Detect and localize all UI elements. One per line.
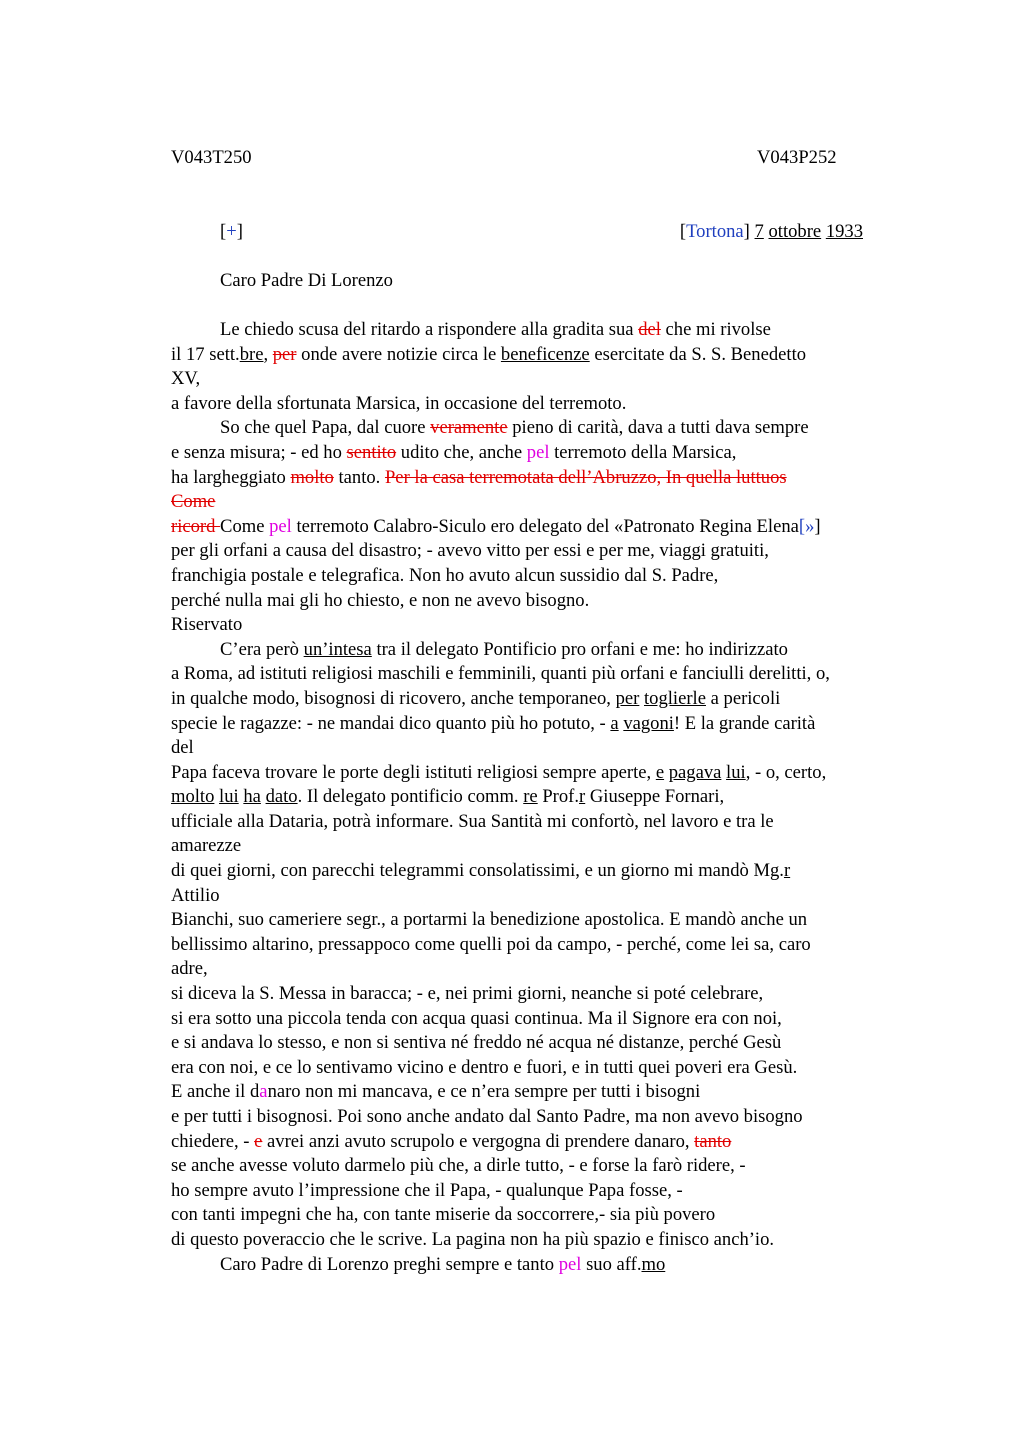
text-line — [171, 1031, 931, 1056]
text-segment: era con noi, e ce lo sentivamo vicino e dentro e fuori, e in tutti quei poveri era Gesù. — [171, 1056, 798, 1078]
underlined-text: lui — [726, 761, 746, 783]
text-line — [171, 687, 931, 712]
text-segment: esercitate da S. S. Benedetto — [589, 343, 807, 365]
underlined-text: mo — [641, 1253, 666, 1275]
text-line — [171, 318, 931, 343]
marker-open-bracket: [ — [220, 221, 227, 242]
deleted-text: per — [272, 343, 297, 365]
text-segment: e si andava lo stesso, e non si sentiva né freddo né acqua né distanze, perché Gesù — [171, 1032, 782, 1054]
text-line — [171, 343, 931, 368]
deleted-text: tanto — [694, 1130, 732, 1152]
document-id-left: V043T250 — [171, 147, 252, 168]
date-month: ottobre — [768, 221, 822, 242]
deleted-text: del — [638, 319, 661, 340]
marker-close-bracket: ] — [236, 221, 243, 242]
text-line — [171, 712, 931, 737]
underlined-text: ha — [243, 786, 261, 808]
underlined-text: e — [655, 761, 665, 783]
text-segment: in qualche modo, bisognosi di ricovero, anche temporaneo, — [171, 687, 616, 709]
note-plus-link[interactable]: + — [226, 221, 237, 242]
text-line — [171, 416, 931, 441]
text-segment: a pericoli — [705, 687, 781, 709]
underlined-text: beneficenze — [500, 343, 590, 365]
underlined-text: un’intesa — [303, 638, 372, 660]
text-segment: bellissimo altarino, pressappoco come quelli poi da campo, - perché, come lei sa, caro — [171, 933, 811, 955]
underlined-text: a — [610, 712, 619, 734]
text-line — [171, 1130, 931, 1155]
text-segment: se anche avesse voluto darmelo più che, a dirle tutto, - e forse la farò ridere, - — [171, 1155, 746, 1177]
dateline-close-bracket: ] — [743, 221, 750, 242]
text-segment: suo aff. — [581, 1253, 642, 1275]
text-segment: amarezze — [171, 835, 242, 857]
text-line — [171, 1007, 931, 1032]
deleted-text: molto — [290, 466, 334, 488]
text-line — [171, 957, 931, 982]
deleted-text: Per la casa terremotata dell’Abruzzo, In quella luttuos — [384, 466, 787, 488]
text-segment: Riservato — [171, 614, 243, 636]
underlined-text: dato — [265, 786, 298, 808]
text-line — [171, 1253, 931, 1278]
text-line — [171, 392, 931, 417]
text-line — [171, 662, 931, 687]
underlined-text: re — [523, 786, 538, 808]
text-segment: Papa faceva trovare le porte degli istituti religiosi sempre aperte, — [171, 761, 656, 783]
text-segment: il 17 sett. — [171, 343, 240, 365]
text-line — [171, 490, 931, 515]
text-segment: , — [263, 343, 273, 365]
deleted-text: e — [254, 1130, 263, 1152]
text-segment: tra il delegato Pontificio pro orfani e me: ho indirizzato — [371, 638, 788, 660]
underlined-text: r — [783, 860, 791, 882]
inserted-text: a — [259, 1081, 268, 1103]
text-segment: naro non mi mancava, e ce n’era sempre per tutti i bisogni — [267, 1081, 701, 1103]
date-year: 1933 — [825, 221, 863, 242]
underlined-text: vagoni — [623, 712, 674, 734]
text-line — [171, 589, 931, 614]
underlined-text: r — [579, 786, 586, 808]
underlined-text: toglierle — [644, 687, 706, 709]
salutation: Caro Padre Di Lorenzo — [220, 270, 393, 291]
text-segment: . Il delegato pontificio comm. — [297, 786, 524, 808]
text-segment: terremoto Calabro-Siculo ero delegato del «Patronato Regina Elena — [291, 515, 799, 537]
text-line — [171, 1179, 931, 1204]
text-segment: XV, — [171, 368, 201, 390]
text-segment: Come — [220, 515, 270, 537]
text-line — [171, 367, 931, 392]
editorial-link[interactable]: [ — [798, 515, 806, 537]
text-line — [171, 1056, 931, 1081]
text-line — [171, 441, 931, 466]
text-segment: e senza misura; - ed ho — [171, 441, 347, 463]
text-line — [171, 1228, 931, 1253]
text-segment: specie le ragazze: - ne mandai dico quanto più ho potuto, - — [171, 712, 611, 734]
text-line — [171, 859, 931, 884]
inserted-text: pel — [558, 1253, 582, 1275]
text-segment: perché nulla mai gli ho chiesto, e non ne avevo bisogno. — [171, 589, 590, 611]
text-line — [171, 1154, 931, 1179]
text-segment: del — [171, 737, 194, 759]
text-line — [171, 785, 931, 810]
inserted-text: pel — [526, 441, 550, 463]
dateline-open-bracket: [ — [679, 221, 687, 242]
text-segment: ho sempre avuto l’impressione che il Papa, - qualunque Papa fosse, - — [171, 1179, 683, 1201]
text-line — [171, 539, 931, 564]
text-line — [171, 515, 931, 540]
text-segment: di quei giorni, con parecchi telegrammi consolatissimi, e un giorno mi mandò Mg. — [171, 860, 784, 882]
text-line — [171, 933, 931, 958]
document-id-right: V043P252 — [757, 147, 837, 168]
text-segment: terremoto della Marsica, — [549, 441, 737, 463]
text-segment: pieno di carità, dava a tutti dava sempre — [507, 417, 809, 439]
text-line — [171, 884, 931, 909]
text-line — [171, 982, 931, 1007]
text-segment: onde avere notizie circa le — [296, 343, 501, 365]
text-line — [171, 466, 931, 491]
text-line — [171, 908, 931, 933]
text-segment: si diceva la S. Messa in baracca; - e, nei primi giorni, neanche si poté celebrare, — [171, 983, 764, 1005]
text-segment: udito che, anche — [396, 441, 527, 463]
deleted-text: veramente — [430, 417, 508, 439]
text-segment: , - o, certo, — [745, 761, 827, 783]
deleted-text: Come — [171, 491, 216, 513]
underlined-text: pagava — [668, 761, 722, 783]
text-segment: So che quel Papa, dal cuore — [220, 417, 431, 439]
text-segment: Caro Padre di Lorenzo preghi sempre e tanto — [220, 1253, 559, 1275]
text-segment: tanto. — [333, 466, 385, 488]
text-segment: ] — [814, 515, 821, 537]
text-line — [171, 834, 931, 859]
text-segment: avrei anzi avuto scrupolo e vergogna di prendere danaro, — [262, 1130, 695, 1152]
underlined-text: lui — [219, 786, 239, 808]
underlined-text: bre — [239, 343, 264, 365]
text-segment: C’era però — [220, 638, 304, 660]
text-line — [171, 564, 931, 589]
text-segment: e per tutti i bisognosi. Poi sono anche andato dal Santo Padre, ma non avevo bisogno — [171, 1106, 803, 1127]
text-segment: a Roma, ad istituti religiosi maschili e femminili, quanti più orfani e fanciulli derelitti, o, — [171, 663, 830, 685]
text-segment: ufficiale alla Dataria, potrà informare. Sua Santità mi confortò, nel lavoro e tra le — [171, 810, 774, 832]
note-marker — [220, 220, 243, 244]
text-line — [171, 736, 931, 761]
editorial-link[interactable]: » — [805, 515, 815, 537]
text-segment: si era sotto una piccola tenda con acqua quasi continua. Ma il Signore era con noi, — [171, 1007, 782, 1029]
text-segment: che mi rivolse — [660, 319, 771, 340]
text-segment: di questo poveraccio che le scrive. La pagina non ha più spazio e finisco anch’io. — [171, 1228, 775, 1250]
deleted-text: sentito — [346, 441, 397, 463]
text-line — [171, 1105, 931, 1130]
place-link[interactable]: Tortona — [686, 221, 744, 242]
text-line — [171, 810, 931, 835]
text-segment: con tanti impegni che ha, con tante miserie da soccorrere,- sia più povero — [171, 1204, 716, 1226]
text-segment: Giuseppe Fornari, — [585, 786, 725, 808]
text-segment: ! E la grande carità — [673, 712, 816, 734]
text-segment: E anche il d — [171, 1081, 260, 1103]
deleted-text: ricord — [171, 515, 221, 537]
text-line — [171, 613, 931, 638]
underlined-text: per — [615, 687, 640, 709]
text-line — [171, 1080, 931, 1105]
text-line — [171, 638, 931, 663]
text-line — [171, 1203, 931, 1228]
date-day: 7 — [754, 221, 764, 242]
text-line — [171, 761, 931, 786]
text-segment: Le chiedo scusa del ritardo a rispondere alla gradita sua — [220, 319, 639, 340]
underlined-text: molto — [171, 786, 215, 808]
text-segment: franchigia postale e telegrafica. Non ho avuto alcun sussidio dal S. Padre, — [171, 564, 719, 586]
text-segment: Attilio — [171, 884, 220, 906]
text-segment: Bianchi, suo cameriere segr., a portarmi la benedizione apostolica. E mandò anche un — [171, 909, 808, 931]
text-segment: chiedere, - — [171, 1130, 255, 1152]
letter-body — [171, 318, 931, 1277]
text-segment: a favore della sfortunata Marsica, in occasione del terremoto. — [171, 392, 627, 414]
text-segment: adre, — [171, 958, 208, 980]
text-segment: Prof. — [537, 786, 580, 808]
dateline — [680, 220, 863, 244]
text-segment: per gli orfani a causa del disastro; - avevo vitto per essi e per me, viaggi gratuiti, — [171, 540, 769, 562]
inserted-text: pel — [269, 515, 292, 537]
text-segment: ha largheggiato — [171, 466, 291, 488]
